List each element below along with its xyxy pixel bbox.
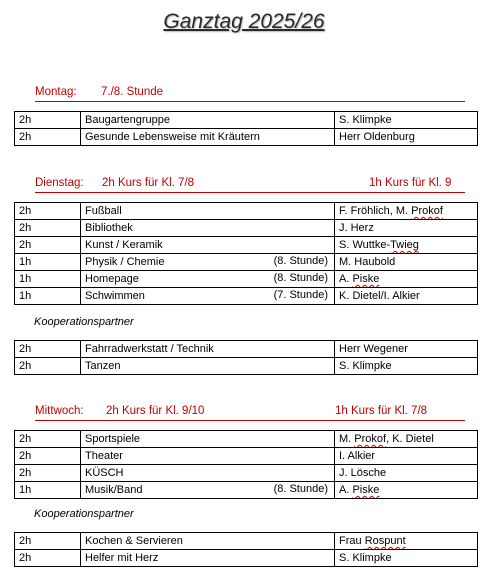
- activity-name: Fahrradwerkstatt / Technik: [85, 343, 214, 355]
- hours-cell: 2h: [15, 220, 81, 237]
- table-mittwoch-partner: [14, 532, 478, 567]
- heading-montag-info: 7./8. Stunde: [101, 86, 164, 98]
- heading-montag-label: Montag:: [35, 86, 77, 98]
- activity-cell: [81, 448, 335, 465]
- table-row: [15, 448, 478, 465]
- hours-cell: 1h: [15, 482, 81, 499]
- activity-name: Baugartengruppe: [85, 114, 171, 126]
- activity-cell: [81, 112, 335, 129]
- table-row: [15, 271, 478, 288]
- hours-cell: 2h: [15, 341, 81, 358]
- hours-cell: 2h: [15, 533, 81, 550]
- teacher-cell: A. Piske: [335, 482, 478, 499]
- activity-name: Homepage: [85, 273, 139, 285]
- table-montag: [14, 111, 478, 146]
- activity-time: (8. Stunde): [273, 483, 328, 495]
- heading-underline: [35, 192, 465, 193]
- hours-cell: 1h: [15, 271, 81, 288]
- heading-dienstag-label: Dienstag:: [35, 177, 84, 189]
- teacher-cell: A. Piske: [335, 271, 478, 288]
- table-dienstag: [14, 202, 478, 305]
- heading-dienstag: [35, 177, 465, 193]
- heading-mittwoch-label: Mittwoch:: [35, 405, 84, 417]
- hours-cell: 2h: [15, 358, 81, 375]
- activity-name: Musik/Band: [85, 484, 143, 496]
- teacher-cell: S. Wuttke-Twieg: [335, 237, 478, 254]
- activity-name: Theater: [85, 450, 123, 462]
- partner-label-dienstag: Kooperationspartner: [34, 316, 134, 328]
- heading-underline: [35, 101, 465, 102]
- table-row: [15, 112, 478, 129]
- hours-cell: 2h: [15, 237, 81, 254]
- table-row: [15, 358, 478, 375]
- activity-cell: [81, 237, 335, 254]
- table-row: [15, 482, 478, 499]
- activity-time: (7. Stunde): [273, 289, 328, 301]
- teacher-cell: I. Alkier: [335, 448, 478, 465]
- activity-name: KÜSCH: [85, 467, 124, 479]
- activity-name: Tanzen: [85, 360, 121, 372]
- activity-cell: [81, 431, 335, 448]
- activity-time: (8. Stunde): [273, 272, 328, 284]
- activity-cell: [81, 220, 335, 237]
- activity-name: Helfer mit Herz: [85, 552, 159, 564]
- table-row: [15, 220, 478, 237]
- teacher-cell: J. Herz: [335, 220, 478, 237]
- page-title: Ganztag 2025/26: [163, 10, 325, 33]
- teacher-cell: Herr Oldenburg: [335, 129, 478, 146]
- hours-cell: 2h: [15, 129, 81, 146]
- activity-name: Schwimmen: [85, 290, 145, 302]
- table-row: [15, 237, 478, 254]
- hours-cell: 2h: [15, 203, 81, 220]
- table-row: [15, 465, 478, 482]
- activity-cell: [81, 203, 335, 220]
- activity-name: Kochen & Servieren: [85, 535, 183, 547]
- activity-cell: [81, 358, 335, 375]
- table-row: [15, 550, 478, 567]
- activity-name: Physik / Chemie: [85, 256, 165, 268]
- heading-dienstag-info-2: 1h Kurs für Kl. 9: [369, 177, 452, 189]
- teacher-cell: S. Klimpke: [335, 550, 478, 567]
- table-row: [15, 533, 478, 550]
- activity-cell: [81, 288, 335, 305]
- hours-cell: 1h: [15, 254, 81, 271]
- hours-cell: 1h: [15, 288, 81, 305]
- hours-cell: 2h: [15, 465, 81, 482]
- activity-cell: [81, 129, 335, 146]
- partner-label-mittwoch: Kooperationspartner: [34, 508, 134, 520]
- activity-time: (8. Stunde): [273, 255, 328, 267]
- heading-montag: [35, 86, 465, 102]
- teacher-cell: Herr Wegener: [335, 341, 478, 358]
- hours-cell: 2h: [15, 112, 81, 129]
- teacher-cell: F. Fröhlich, M. Prokof: [335, 203, 478, 220]
- heading-mittwoch: [35, 405, 465, 421]
- activity-name: Gesunde Lebensweise mit Kräutern: [85, 131, 260, 143]
- activity-cell: [81, 533, 335, 550]
- activity-cell: [81, 465, 335, 482]
- table-dienstag-partner: [14, 340, 478, 375]
- activity-cell: [81, 271, 335, 288]
- teacher-cell: Frau Rospunt: [335, 533, 478, 550]
- table-row: [15, 254, 478, 271]
- table-row: [15, 431, 478, 448]
- heading-mittwoch-info-2: 1h Kurs für Kl. 7/8: [335, 405, 428, 417]
- teacher-cell: S. Klimpke: [335, 358, 478, 375]
- activity-name: Kunst / Keramik: [85, 239, 163, 251]
- activity-cell: [81, 482, 335, 499]
- teacher-cell: J. Lösche: [335, 465, 478, 482]
- teacher-cell: K. Dietel/I. Alkier: [335, 288, 478, 305]
- teacher-cell: S. Klimpke: [335, 112, 478, 129]
- heading-dienstag-info-1: 2h Kurs für Kl. 7/8: [102, 177, 195, 189]
- activity-cell: [81, 550, 335, 567]
- teacher-cell: M. Prokof, K. Dietel: [335, 431, 478, 448]
- heading-mittwoch-info-1: 2h Kurs für Kl. 9/10: [106, 405, 205, 417]
- activity-cell: [81, 254, 335, 271]
- teacher-cell: M. Haubold: [335, 254, 478, 271]
- table-row: [15, 203, 478, 220]
- heading-underline: [35, 420, 465, 421]
- hours-cell: 2h: [15, 431, 81, 448]
- table-row: [15, 288, 478, 305]
- activity-cell: [81, 341, 335, 358]
- activity-name: Bibliothek: [85, 222, 133, 234]
- table-row: [15, 129, 478, 146]
- hours-cell: 2h: [15, 448, 81, 465]
- hours-cell: 2h: [15, 550, 81, 567]
- table-mittwoch: [14, 430, 478, 499]
- table-row: [15, 341, 478, 358]
- activity-name: Fußball: [85, 205, 122, 217]
- activity-name: Sportspiele: [85, 433, 141, 445]
